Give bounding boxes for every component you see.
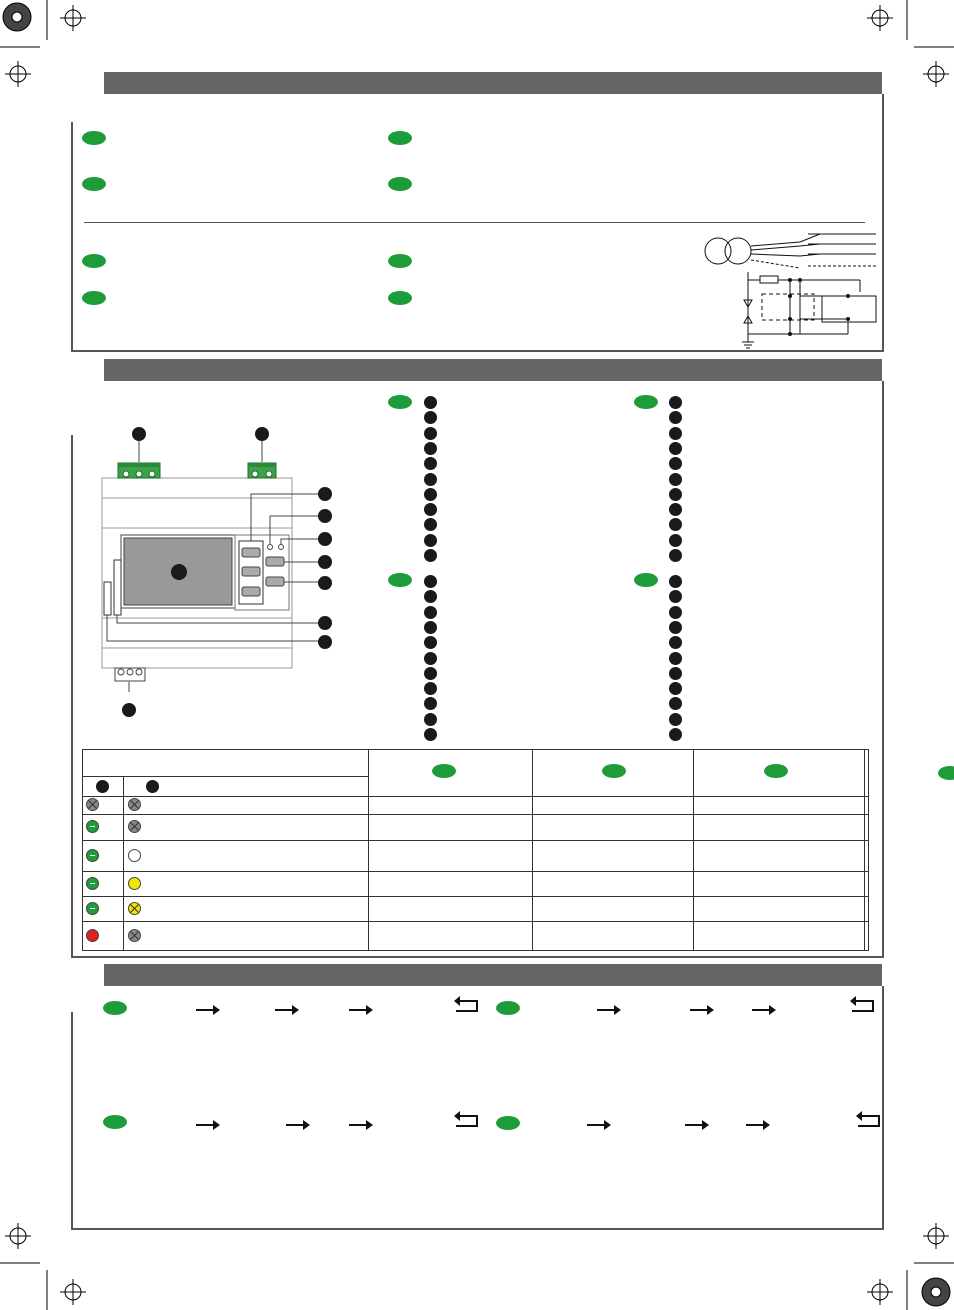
lang-badge <box>82 254 106 268</box>
header-cell <box>694 750 865 797</box>
table-cell <box>369 896 533 922</box>
number-badge <box>669 396 682 409</box>
number-badge <box>424 534 437 547</box>
lang-badge <box>388 395 412 409</box>
table-cell <box>865 841 869 872</box>
table-cell <box>865 896 869 922</box>
table-cell <box>124 872 369 897</box>
lang-badge <box>388 291 412 305</box>
number-badge <box>669 652 682 665</box>
table-cell <box>694 922 865 951</box>
arrow-right-icon <box>286 1124 308 1126</box>
number-badge <box>669 728 682 741</box>
table-row <box>83 896 869 922</box>
number-badge <box>424 549 437 562</box>
table-row <box>83 922 869 951</box>
number-badge <box>669 682 682 695</box>
led-off-icon <box>128 929 141 942</box>
number-badge <box>424 667 437 680</box>
led-white-icon <box>128 849 141 862</box>
lang-badge <box>82 291 106 305</box>
led-off-icon <box>128 798 141 811</box>
number-badge <box>424 427 437 440</box>
section-3-frame <box>71 986 884 1230</box>
lang-badge <box>432 764 456 778</box>
crosshair-icon <box>5 1223 31 1249</box>
section-1-header <box>104 72 882 94</box>
arrow-right-icon <box>690 1009 712 1011</box>
table-cell <box>369 841 533 872</box>
number-badge <box>424 473 437 486</box>
table-cell <box>533 814 694 841</box>
table-cell <box>124 896 369 922</box>
arrow-right-icon <box>275 1009 297 1011</box>
table-cell <box>694 841 865 872</box>
section-2-header <box>104 359 882 381</box>
return-arrow-icon <box>456 1000 478 1012</box>
table-cell <box>83 841 124 872</box>
header-cell <box>865 750 869 797</box>
led-green-icon <box>86 902 99 915</box>
number-badge <box>424 503 437 516</box>
number-badge <box>669 534 682 547</box>
arrow-right-icon <box>752 1009 774 1011</box>
crosshair-icon <box>923 1223 949 1249</box>
number-badge <box>146 780 159 793</box>
lang-badge <box>496 1116 520 1130</box>
section-2-left-rule <box>71 435 73 956</box>
lang-badge <box>388 177 412 191</box>
lang-badge <box>764 764 788 778</box>
table-cell <box>533 896 694 922</box>
table-cell <box>694 814 865 841</box>
crosshair-icon <box>5 61 31 87</box>
divider <box>84 222 865 223</box>
lang-badge <box>388 254 412 268</box>
lang-badge <box>103 1001 127 1015</box>
led-yellow-blink-icon <box>128 902 141 915</box>
lang-badge <box>938 766 954 780</box>
led-status-table <box>82 749 869 951</box>
arrow-right-icon <box>587 1124 609 1126</box>
return-arrow-icon <box>852 1000 874 1012</box>
number-badge <box>424 682 437 695</box>
table-cell <box>865 872 869 897</box>
lang-badge <box>602 764 626 778</box>
number-badge <box>424 606 437 619</box>
table-row <box>83 841 869 872</box>
section-3-left-rule <box>71 1012 73 1228</box>
table-cell <box>83 872 124 897</box>
number-badge <box>669 667 682 680</box>
table-cell <box>694 797 865 814</box>
lang-badge <box>634 395 658 409</box>
table-cell <box>369 814 533 841</box>
arrow-right-icon <box>685 1124 707 1126</box>
crosshair-icon <box>867 1279 893 1305</box>
number-badge <box>669 575 682 588</box>
lang-badge <box>82 131 106 145</box>
number-badge <box>424 713 437 726</box>
lang-badge <box>388 131 412 145</box>
table-cell <box>124 814 369 841</box>
table-cell <box>865 797 869 814</box>
lang-badge <box>82 177 106 191</box>
led-green-icon <box>86 820 99 833</box>
number-badge <box>424 728 437 741</box>
table-cell <box>694 872 865 897</box>
number-badge <box>424 652 437 665</box>
table-cell <box>533 841 694 872</box>
lang-badge <box>496 1001 520 1015</box>
number-badge <box>669 549 682 562</box>
lang-badge <box>103 1115 127 1129</box>
led-yellow-icon <box>128 877 141 890</box>
number-badge <box>669 442 682 455</box>
crosshair-icon <box>923 61 949 87</box>
wiring-schematic <box>700 230 882 350</box>
table-cell <box>369 922 533 951</box>
number-badge <box>669 713 682 726</box>
number-badge <box>669 488 682 501</box>
led-off-icon <box>128 820 141 833</box>
header-cell <box>83 776 124 797</box>
number-badge <box>669 473 682 486</box>
header-cell <box>124 776 369 797</box>
table-cell <box>865 814 869 841</box>
table-row <box>83 814 869 841</box>
number-badge <box>669 606 682 619</box>
table-cell <box>83 896 124 922</box>
led-off-icon <box>86 798 99 811</box>
led-green-icon <box>86 877 99 890</box>
number-badge <box>424 396 437 409</box>
header-cell <box>83 750 369 777</box>
arrow-right-icon <box>746 1124 768 1126</box>
number-badge <box>424 575 437 588</box>
table-cell <box>124 797 369 814</box>
table-cell <box>83 814 124 841</box>
header-cell <box>369 750 533 797</box>
arrow-right-icon <box>196 1009 218 1011</box>
crosshair-icon <box>60 5 86 31</box>
led-green-icon <box>86 849 99 862</box>
lang-badge <box>388 573 412 587</box>
table-row <box>83 872 869 897</box>
table-cell <box>865 922 869 951</box>
number-badge <box>669 621 682 634</box>
arrow-right-icon <box>349 1124 371 1126</box>
number-badge <box>669 503 682 516</box>
table-cell <box>694 896 865 922</box>
crosshair-icon <box>60 1279 86 1305</box>
number-badge <box>669 427 682 440</box>
return-arrow-icon <box>456 1115 478 1127</box>
table-cell <box>533 872 694 897</box>
table-row <box>83 797 869 814</box>
table-cell <box>83 922 124 951</box>
section-1-left-rule <box>71 122 73 350</box>
crosshair-icon <box>867 5 893 31</box>
table-cell <box>533 922 694 951</box>
arrow-right-icon <box>597 1009 619 1011</box>
number-badge <box>424 488 437 501</box>
section-3-header <box>104 964 882 986</box>
number-badge <box>424 442 437 455</box>
table-cell <box>124 841 369 872</box>
number-badge <box>96 780 109 793</box>
arrow-right-icon <box>349 1009 371 1011</box>
arrow-right-icon <box>196 1124 218 1126</box>
table-cell <box>533 797 694 814</box>
return-arrow-icon <box>858 1115 880 1127</box>
table-cell <box>83 797 124 814</box>
led-red-icon <box>86 929 99 942</box>
table-cell <box>369 872 533 897</box>
number-badge <box>424 621 437 634</box>
device-diagram <box>95 420 340 720</box>
header-cell <box>533 750 694 797</box>
table-cell <box>124 922 369 951</box>
lang-badge <box>634 573 658 587</box>
table-cell <box>369 797 533 814</box>
